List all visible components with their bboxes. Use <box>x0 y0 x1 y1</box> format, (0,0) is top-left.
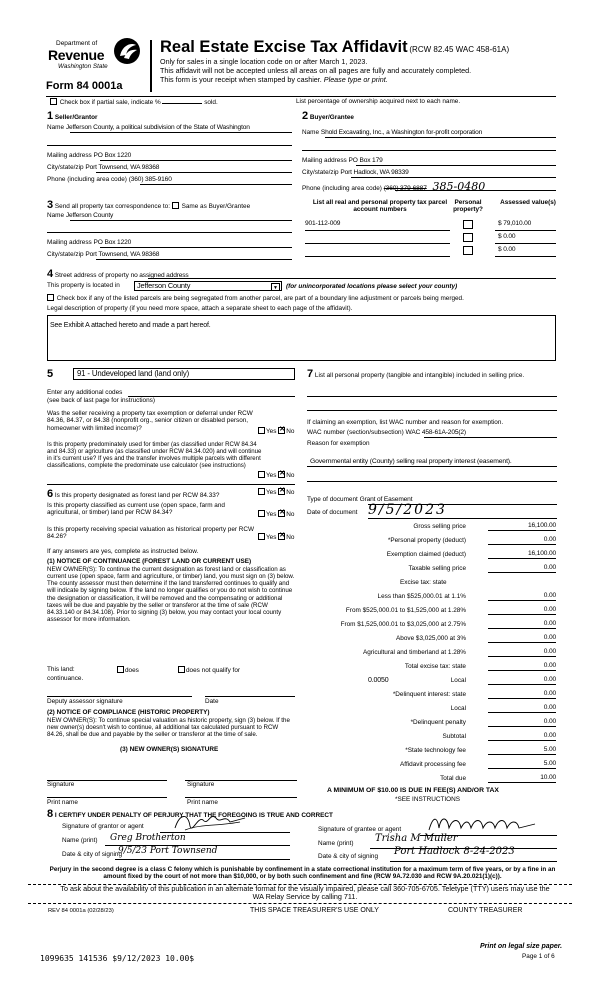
legal-description-text: See Exhibit A attached hereto and made a part hereof. <box>50 322 211 329</box>
revenue-logo <box>44 34 144 78</box>
tax-row: Agricultural and timberland at 1.28% 0.00 <box>362 648 556 656</box>
tax-row: Local 0.00 <box>450 676 556 684</box>
this-land-row: This land: <box>47 666 75 673</box>
forest-question: 6 Is this property designated as forest land per RCW 84.33? <box>47 488 220 500</box>
current-use-answer: Yes ✕ No <box>258 510 294 518</box>
grantor-name-field[interactable]: Greg Brotherton <box>110 833 186 843</box>
corr-city-row: City/state/zip Port Townsend, WA 98368 <box>47 251 160 258</box>
grantor-date-row: Date & city of signing <box>62 851 123 858</box>
dept-name: Revenue <box>48 47 105 63</box>
reason-field[interactable]: Governmental entity (County) selling real property interest (easement). <box>310 458 512 465</box>
buyer-phone-row: Phone (including area code) (360) 379-6887 385-0480 <box>302 180 486 193</box>
notice1-title: (1) NOTICE OF CONTINUANCE (FOREST LAND OR CURRENT USE) <box>47 558 252 565</box>
seller-name-row: Name Jefferson County, a political subdivision of the State of Washington <box>47 124 250 131</box>
partial-sale-row <box>50 98 218 106</box>
partial-sale-label: Check box if partial sale, indicate % <box>59 99 161 106</box>
wac-row: WAC number (section/subsection) WAC 458-61A-205(2) <box>307 429 466 436</box>
title-ref: (RCW 82.45 WAC 458-61A) <box>409 45 510 54</box>
tax-value[interactable]: 0.00 <box>488 732 556 741</box>
deputy-date-label: Date <box>205 698 219 705</box>
does-option: does <box>117 666 139 674</box>
tax-row: Local 0.00 <box>450 704 556 712</box>
personal-property-checkbox[interactable] <box>463 220 473 229</box>
exemption-question: Was the seller receiving a property tax exemption or deferral under RCW 84.36, 84.37, or 84.38 (nonprofit org., senior citizen or disabled person, homeowner with limited income)? <box>47 410 253 432</box>
parcels-col1-header: List all real and personal property tax parcel account numbers <box>312 199 448 214</box>
corr-name-row: Name Jefferson County <box>47 212 114 219</box>
legal-paper-note: Print on legal size paper. <box>480 943 563 950</box>
doc-type-field[interactable]: Grant of Easement <box>359 496 413 503</box>
parcel-number-field[interactable]: 901-112-009 <box>305 220 341 227</box>
qualifies-does-checkbox[interactable] <box>117 666 124 673</box>
grantee-date-row: Date & city of signing <box>318 853 379 860</box>
tax-row: Above $3,025,000 at 3% 0.00 <box>396 634 556 642</box>
if-yes-note: If any answers are yes, complete as instructed below. <box>47 548 199 555</box>
wa-logo-icon <box>112 36 142 66</box>
section5-num: 5 <box>47 368 54 380</box>
corr-mailing-row: Mailing address PO Box 1220 <box>47 239 132 246</box>
exemption-answer: Yes ✕ No <box>258 427 294 435</box>
personal-property-text: 7 List all personal property (tangible and intangible) included in selling price. <box>307 368 525 380</box>
doc-date-row: Date of document <box>307 509 358 516</box>
local-rate: 0.0050 <box>368 677 389 684</box>
tax-value[interactable]: 16,100.00 <box>488 550 556 559</box>
page-title <box>160 38 509 57</box>
page-number: Page 1 of 6 <box>522 953 555 960</box>
notice3-title: (3) NEW OWNER(S) SIGNATURE <box>120 746 219 753</box>
dept-line: Department of <box>56 40 98 47</box>
parcels-col2-header: Personal property? <box>453 199 483 214</box>
forest-answer: Yes ✕ No <box>258 488 294 496</box>
tax-value[interactable]: 16,100.00 <box>488 522 556 531</box>
tax-row: Total excise tax: state 0.00 <box>404 662 556 670</box>
notice-3b: Please type or print. <box>323 75 388 84</box>
ownership-note: List percentage of ownership acquired next to each name. <box>296 98 461 105</box>
segregated-checkbox[interactable] <box>47 294 54 301</box>
additional-codes-note: (see back of last page for instructions) <box>47 397 155 404</box>
tax-value[interactable]: 0.00 <box>488 634 556 643</box>
buyer-city-field[interactable]: Port Hadlock, WA 98339 <box>340 169 409 176</box>
tax-value[interactable]: 0.00 <box>488 564 556 573</box>
same-as-buyer-checkbox[interactable] <box>172 202 179 209</box>
grantor-date-field[interactable]: 9/5/23 Port Townsend <box>118 846 218 856</box>
buyer-city-row: City/state/zip Port Hadlock, WA 98339 <box>302 169 409 176</box>
buyer-mailing-row: Mailing address PO Box 179 <box>302 157 383 164</box>
tax-row: *Personal property (deduct) 0.00 <box>387 536 556 544</box>
header-rule <box>46 96 556 97</box>
excise-tax-state-label: Excise tax: state <box>400 579 447 586</box>
partial-sale-checkbox[interactable] <box>50 98 57 105</box>
seller-phone-field[interactable]: (360) 385-9160 <box>128 176 172 183</box>
form-number: Form 84 0001a <box>46 80 123 92</box>
seller-name-field[interactable]: Jefferson County, a political subdivision of the State of Washington <box>65 124 250 131</box>
notice1-text: NEW OWNER(S): To continue the current designation as forest land or classification as current use (open space, farm and agriculture, or timber) land, you must sign on (3) below. The county assessor must then determine if the land transferred continues to qualify and will indicate by signing below. If the land no longer qualifies or you do not wish to continue the designation or classification, it will be removed and the compensating or additional taxes will be due and payable by the seller or transferor at the time of sale (RCW 84.33.140 or 84.34.108). Prior to signing (3) below, you may contact your local county assessor for more information. <box>47 566 295 623</box>
tax-row: From $1,525,000.01 to $3,025,000 at 2.75% 0.00 <box>340 620 556 628</box>
segregated-row: Check box if any of the listed parcels are being segregated from another parcel, are part of a boundary line adjustment or parcels being merged. <box>47 294 464 302</box>
tax-value[interactable]: 0.00 <box>488 648 556 657</box>
partial-sale-sold: sold. <box>204 99 218 106</box>
tax-value[interactable]: 0.00 <box>488 704 556 713</box>
treasurer-use-label: THIS SPACE TREASURER'S USE ONLY <box>250 907 379 914</box>
buyer-phone-struck: (360) 379-6887 <box>383 185 427 192</box>
buyer-name-row: Name Shold Excavating, Inc., a Washington for-profit corporation <box>302 129 483 136</box>
exemption-claim-label: If claiming an exemption, list WAC number and reason for exemption. <box>307 419 504 426</box>
buyer-heading: 2 Buyer/Grantee <box>302 110 354 122</box>
current-use-no-checkbox[interactable] <box>278 510 285 517</box>
minimum-note: A MINIMUM OF $10.00 IS DUE IN FEE(S) AND/OR TAX <box>327 787 499 794</box>
current-use-question: Is this property classified as current use (open space, farm and agricultural, or timber) land per RCW 84.34? <box>47 502 225 517</box>
new-owner-print-label-2: Print name <box>187 799 218 806</box>
tax-row: From $525,000.01 to $1,525,000 at 1.28% 0.00 <box>345 606 556 614</box>
notice2-text: NEW OWNER(S): To continue special valuation as historic property, sign (3) below. If the new owner(s) doesn't wish to continue, all additional tax calculated pursuant to RCW 84.26, shall be due and payable by the seller or transferor at the time of sale. <box>47 717 290 739</box>
county-treasurer-label: COUNTY TREASURER <box>448 907 523 914</box>
notice-3a: This form is your receipt when stamped by cashier. <box>160 75 322 84</box>
seller-mailing-field[interactable]: PO Box 1220 <box>93 152 132 159</box>
forest-yes-checkbox[interactable] <box>258 488 265 495</box>
qualifies-does-not-checkbox[interactable] <box>178 666 185 673</box>
corr-city-field[interactable]: Port Townsend, WA 98368 <box>85 251 160 258</box>
tax-row: *Delinquent interest: state 0.00 <box>392 690 556 698</box>
parcels-col3-header: Assessed value(s) <box>500 199 556 206</box>
see-instructions: *SEE INSTRUCTIONS <box>395 796 460 803</box>
legal-description-box[interactable] <box>47 315 556 361</box>
new-owner-signature-label-2: Signature <box>187 781 215 788</box>
revision-label: REV 84 0001a (02/28/23) <box>48 908 114 914</box>
buyer-phone-handwritten[interactable]: 385-0480 <box>432 180 486 193</box>
tax-row: *State technology fee 5.00 <box>405 746 556 754</box>
tax-row: Subtotal 0.00 <box>442 732 556 740</box>
buyer-name-field[interactable]: Shold Excavating, Inc., a Washington for-profit corporation <box>320 129 483 136</box>
tax-value[interactable]: 5.00 <box>488 760 556 769</box>
tax-value[interactable]: 0.00 <box>488 620 556 629</box>
wac-field[interactable]: WAC 458-61A-205(2) <box>405 429 466 436</box>
grantee-name-field[interactable]: Trisha M Muller <box>375 833 458 844</box>
historic-yes-checkbox[interactable] <box>258 533 265 540</box>
timber-no-checkbox[interactable] <box>278 471 285 478</box>
tax-row: Affidavit processing fee 5.00 <box>400 760 556 768</box>
tax-value[interactable]: 0.00 <box>488 690 556 699</box>
unincorporated-note: (for unincorporated locations please select your county) <box>286 283 458 290</box>
title-text: Real Estate Excise Tax Affidavit <box>160 38 408 56</box>
historic-question: Is this property receiving special valuation as historical property per RCW 84.26? <box>47 526 255 541</box>
state-name: Washington State <box>58 63 108 70</box>
exemption-no-checkbox[interactable] <box>278 427 285 434</box>
assessed-value-field[interactable]: $ 0.00 <box>498 246 516 253</box>
does-not-option: does not qualify for <box>178 666 240 674</box>
notice-3 <box>160 76 388 84</box>
current-use-yes-checkbox[interactable] <box>258 510 265 517</box>
tax-value[interactable]: 0.00 <box>488 536 556 545</box>
tax-value[interactable]: 0.00 <box>488 718 556 727</box>
tax-value[interactable]: 10.00 <box>488 774 556 783</box>
tax-row: *Delinquent penalty 0.00 <box>410 718 556 726</box>
timber-yes-checkbox[interactable] <box>258 471 265 478</box>
correspondence-heading: 3 Send all property tax correspondence to: Same as Buyer/Grantee <box>47 199 251 211</box>
dropdown-arrow-icon[interactable]: ▼ <box>271 283 280 291</box>
certify-row: 8 I CERTIFY UNDER PENALTY OF PERJURY THAT THE FOREGOING IS TRUE AND CORRECT <box>47 808 333 820</box>
grantee-signature-label: Signature of grantee or agent <box>318 826 402 833</box>
buyer-mailing-field[interactable]: PO Box 179 <box>348 157 383 164</box>
tax-value[interactable]: 0.00 <box>488 662 556 671</box>
seller-city-field[interactable]: Port Townsend, WA 98368 <box>85 164 160 171</box>
assessed-value-field[interactable]: $ 79,010.00 <box>498 220 532 227</box>
perjury-notice: Perjury in the second degree is a class C felony which is punishable by confinement in a state correctional institution for a maximum term of five years, or by a fine in an amount fixed by the court of not more than $10,000, or by both such confinement and fine (RCW 9A.72.030 and RCW 9A.20.021(1)(c)). <box>49 866 556 881</box>
notice-2: This affidavit will not be accepted unless all areas on all pages are fully and accurately completed. <box>160 66 472 75</box>
new-owner-print-label: Print name <box>47 799 78 806</box>
legal-desc-label: Legal description of property (if you need more space, attach a separate sheet to each page of the affidavit). <box>47 305 353 312</box>
parcel-row <box>305 220 556 231</box>
seller-mailing-row: Mailing address PO Box 1220 <box>47 152 132 159</box>
seller-heading: 1 Seller/Grantor <box>47 110 98 122</box>
header-divider <box>150 40 152 92</box>
parcel-row <box>305 246 556 257</box>
tax-value[interactable]: 0.00 <box>488 606 556 615</box>
county-selected-value: Jefferson County <box>137 281 191 290</box>
timber-answer: Yes ✕ No <box>258 471 294 479</box>
timber-question: Is this property predominately used for timber (as classified under RCW 84.34 and 84.33) or agriculture (as classified under RCW 84.34.020) and will continue in it's current use? If yes and the transfer involves multiple parcels with different classifications, complete the predominate use calculator (see instructions) <box>47 441 262 469</box>
corr-name-field[interactable]: Jefferson County <box>65 212 114 219</box>
grantor-signature-label: Signature of grantor or agent <box>62 823 144 830</box>
seller-phone-row: Phone (including area code) (360) 385-9160 <box>47 176 172 183</box>
grantee-date-field[interactable]: Port Hadlock 8-24-2023 <box>394 846 515 857</box>
doc-date-field[interactable]: 9/5/2023 <box>368 502 447 518</box>
tax-value[interactable]: 0.00 <box>488 676 556 685</box>
land-use-value: 91 - Undeveloped land (land only) <box>77 369 190 378</box>
street-address-row: 4 Street address of property no assigned address <box>47 268 189 280</box>
tax-row: Less than $525,000.01 at 1.1% 0.00 <box>377 592 556 600</box>
tax-row: Exemption claimed (deduct) 16,100.00 <box>386 550 556 558</box>
exemption-yes-checkbox[interactable] <box>258 427 265 434</box>
notice-1: Only for sales in a single location code on or after March 1, 2023. <box>160 57 368 66</box>
grantee-name-row: Name (print) <box>318 840 354 847</box>
county-row: This property is located in <box>47 282 120 289</box>
tax-value[interactable]: 5.00 <box>488 746 556 755</box>
corr-mailing-field[interactable]: PO Box 1220 <box>93 239 132 246</box>
continuance-label: continuance. <box>47 675 84 682</box>
personal-property-checkbox[interactable] <box>463 233 473 242</box>
parcel-row <box>305 233 556 244</box>
new-owner-signature-label: Signature <box>47 781 75 788</box>
historic-no-checkbox[interactable] <box>278 533 285 540</box>
reason-label: Reason for exemption <box>307 440 370 447</box>
personal-property-checkbox[interactable] <box>463 246 473 255</box>
assessed-value-field[interactable]: $ 0.00 <box>498 233 516 240</box>
land-use-select[interactable] <box>73 368 295 380</box>
seller-city-row: City/state/zip Port Townsend, WA 98368 <box>47 164 160 171</box>
notice2-title: (2) NOTICE OF COMPLIANCE (HISTORIC PROPERTY) <box>47 709 210 716</box>
deputy-signature-label: Deputy assessor signature <box>47 698 123 705</box>
tax-row: Gross selling price 16,100.00 <box>413 522 556 530</box>
tax-row: Total due 10.00 <box>440 774 556 782</box>
doc-type-row: Type of document Grant of Easement <box>307 496 413 503</box>
street-address-field[interactable]: no assigned address <box>130 272 189 279</box>
historic-answer: Yes ✕ No <box>258 533 294 541</box>
forest-no-checkbox[interactable] <box>278 488 285 495</box>
grantor-name-row: Name (print) <box>62 837 98 844</box>
tax-value[interactable]: 0.00 <box>488 592 556 601</box>
additional-codes-label: Enter any additional codes <box>47 389 123 396</box>
tax-row: Taxable selling price 0.00 <box>408 564 556 572</box>
county-select[interactable] <box>134 281 282 291</box>
recording-stamp: 1099635 141536 $9/12/2023 10.00$ <box>40 954 195 963</box>
accessibility-notice: To ask about the availability of this publication in an alternate format for the visually impaired, please call 360-705-6705. Teletype (TTY) users may use the WA Relay Service by calling 711. <box>60 884 550 902</box>
